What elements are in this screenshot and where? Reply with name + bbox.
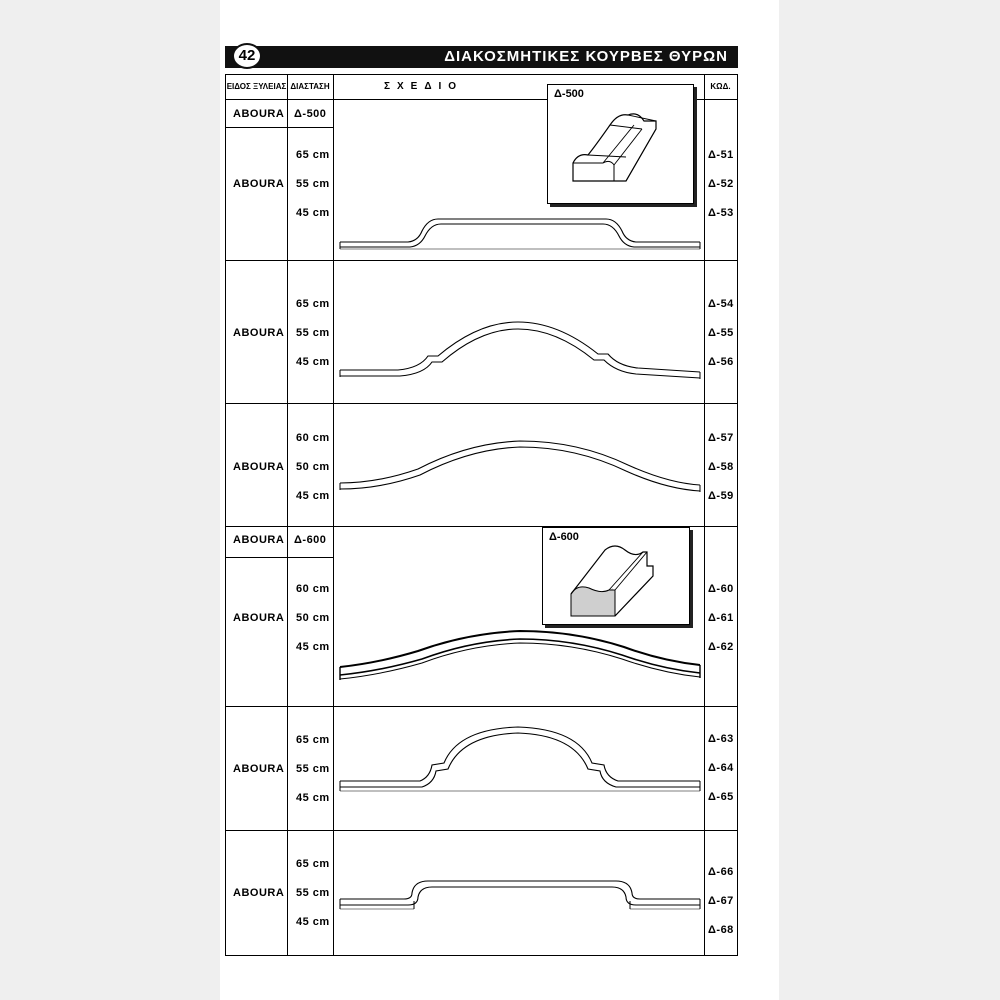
row-divider xyxy=(226,260,737,261)
row-code: Δ-64 xyxy=(708,762,734,774)
row-size: 65 cm xyxy=(296,858,330,870)
row-code: Δ-66 xyxy=(708,866,734,878)
door-curve-drawing xyxy=(338,205,700,250)
row-code: Δ-68 xyxy=(708,924,734,936)
column-divider xyxy=(333,75,334,955)
row-size: 55 cm xyxy=(296,327,330,339)
column-divider xyxy=(287,75,288,955)
row-code: Δ-55 xyxy=(708,327,734,339)
row-size: 45 cm xyxy=(296,641,330,653)
row-divider xyxy=(226,403,737,404)
row-size: 45 cm xyxy=(296,356,330,368)
row-size: 45 cm xyxy=(296,490,330,502)
row-size: 55 cm xyxy=(296,178,330,190)
row-code: Δ-65 xyxy=(708,791,734,803)
row-size: 55 cm xyxy=(296,763,330,775)
row-wood: ABOURA xyxy=(233,612,285,624)
row-wood: ABOURA xyxy=(233,178,285,190)
door-curve-drawing xyxy=(338,320,700,382)
profile-label: Δ-600 xyxy=(549,531,579,543)
row-size: 45 cm xyxy=(296,792,330,804)
row-wood: ABOURA xyxy=(233,763,285,775)
row-wood: ABOURA xyxy=(233,327,285,339)
row-wood: ABOURA xyxy=(233,887,285,899)
row-code: Δ-62 xyxy=(708,641,734,653)
row-code: Δ-52 xyxy=(708,178,734,190)
row-size: 60 cm xyxy=(296,432,330,444)
molding-profile-d600 xyxy=(543,528,689,624)
column-header-wood: ΕΙΔΟΣ ΞΥΛΕΙΑΣ xyxy=(226,82,287,91)
row-size: 50 cm xyxy=(296,612,330,624)
row-code: Δ-60 xyxy=(708,583,734,595)
door-curve-drawing xyxy=(338,721,700,801)
row-code: Δ-59 xyxy=(708,490,734,502)
row-size: 65 cm xyxy=(296,149,330,161)
profile-row-wood: ABOURA xyxy=(233,534,285,546)
row-wood: ABOURA xyxy=(233,461,285,473)
column-divider xyxy=(704,75,705,955)
profile-inset-d500 xyxy=(547,84,694,204)
door-curve-drawing xyxy=(338,865,700,915)
page-number: 42 xyxy=(232,43,262,69)
profile-row-divider xyxy=(226,127,333,128)
molding-profile-d500 xyxy=(548,85,693,203)
profile-label: Δ-500 xyxy=(554,88,584,100)
row-code: Δ-63 xyxy=(708,733,734,745)
profile-row-code: Δ-500 xyxy=(294,108,327,120)
profile-row-wood: ABOURA xyxy=(233,108,285,120)
row-divider xyxy=(226,830,737,831)
row-size: 65 cm xyxy=(296,734,330,746)
row-code: Δ-61 xyxy=(708,612,734,624)
door-curve-drawing xyxy=(338,435,700,495)
row-code: Δ-53 xyxy=(708,207,734,219)
row-size: 45 cm xyxy=(296,916,330,928)
row-size: 50 cm xyxy=(296,461,330,473)
row-divider xyxy=(226,706,737,707)
profile-row-divider xyxy=(226,557,333,558)
row-code: Δ-54 xyxy=(708,298,734,310)
page-title: ΔΙΑΚΟΣΜΗΤΙΚΕΣ ΚΟΥΡΒΕΣ ΘΥΡΩΝ xyxy=(444,48,728,65)
row-size: 55 cm xyxy=(296,887,330,899)
row-size: 60 cm xyxy=(296,583,330,595)
page-header xyxy=(225,46,738,68)
row-code: Δ-58 xyxy=(708,461,734,473)
row-size: 45 cm xyxy=(296,207,330,219)
column-header-design: ΣΧΕΔΙΟ xyxy=(384,81,464,92)
column-header-code: ΚΩΔ. xyxy=(710,82,731,91)
row-code: Δ-57 xyxy=(708,432,734,444)
catalog-table xyxy=(225,74,738,956)
row-code: Δ-56 xyxy=(708,356,734,368)
row-code: Δ-51 xyxy=(708,149,734,161)
row-size: 65 cm xyxy=(296,298,330,310)
profile-row-code: Δ-600 xyxy=(294,534,327,546)
right-margin xyxy=(779,0,1000,1000)
door-curve-drawing xyxy=(338,623,702,689)
column-header-dimension: ΔΙΑΣΤΑΣΗ xyxy=(290,82,330,91)
profile-inset-d600 xyxy=(542,527,690,625)
left-margin xyxy=(0,0,220,1000)
row-code: Δ-67 xyxy=(708,895,734,907)
